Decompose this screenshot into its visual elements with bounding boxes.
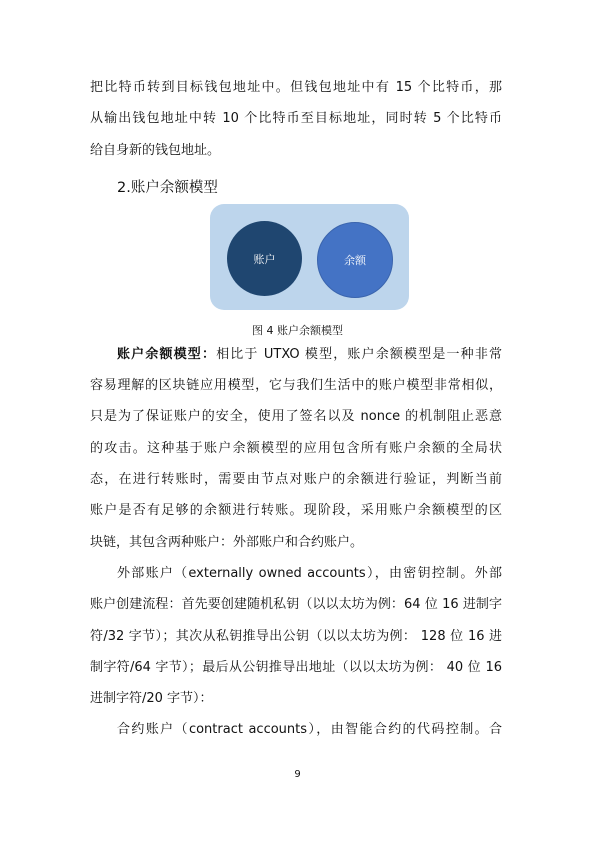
figure-diagram	[210, 204, 409, 310]
balance-circle: 余额	[317, 222, 393, 298]
para2-line-2: 账户创建流程：首先要创建随机私钥（以以太坊为例：64 位 16 进制字	[90, 597, 502, 612]
para1-line-6: 账户是否有足够的余额进行转账。现阶段，采用账户余额模型的区	[90, 503, 502, 518]
para1-line-3: 只是为了保证账户的安全，使用了签名以及 nonce 的机制阻止恶意	[90, 409, 502, 424]
account-circle: 账户	[227, 221, 302, 296]
page-number: 9	[294, 769, 301, 780]
intro-line-3: 给自身新的钱包地址。	[90, 143, 221, 158]
para1-line-7: 块链，其包含两种账户：外部账户和合约账户。	[90, 535, 364, 550]
intro-line-2: 从输出钱包地址中转 10 个比特币至目标地址，同时转 5 个比特币	[90, 111, 502, 126]
para1-line-5: 态，在进行转账时，需要由节点对账户的余额进行验证，判断当前	[90, 472, 502, 487]
intro-line-1: 把比特币转到目标钱包地址中。但钱包地址中有 15 个比特币，那	[90, 80, 502, 95]
para1-line-4: 的攻击。这种基于账户余额模型的应用包含所有账户余额的全局状	[90, 441, 502, 456]
para2-line-3: 符/32 字节）；其次从私钥推导出公钥（以以太坊为例： 128 位 16 进	[90, 629, 502, 644]
para2-line-4: 制字符/64 字节）；最后从公钥推导出地址（以以太坊为例： 40 位 16	[90, 660, 502, 675]
para1-term: 账户余额模型：	[117, 347, 217, 362]
para1-line-1	[117, 347, 502, 363]
section-heading: 2.账户余额模型	[117, 180, 218, 196]
para2-line-5: 进制字符/20 字节）：	[90, 691, 213, 706]
para2-line-1: 外部账户（externally owned accounts），由密钥控制。外部	[117, 566, 502, 581]
para1-line-2: 容易理解的区块链应用模型，它与我们生活中的账户模型非常相似，	[90, 378, 502, 393]
para3-line-1: 合约账户（contract accounts），由智能合约的代码控制。合	[117, 722, 502, 737]
para1-first-rest: 相比于 UTXO 模型，账户余额模型是一种非常	[216, 347, 502, 362]
figure-caption: 图 4 账户余额模型	[252, 324, 343, 337]
